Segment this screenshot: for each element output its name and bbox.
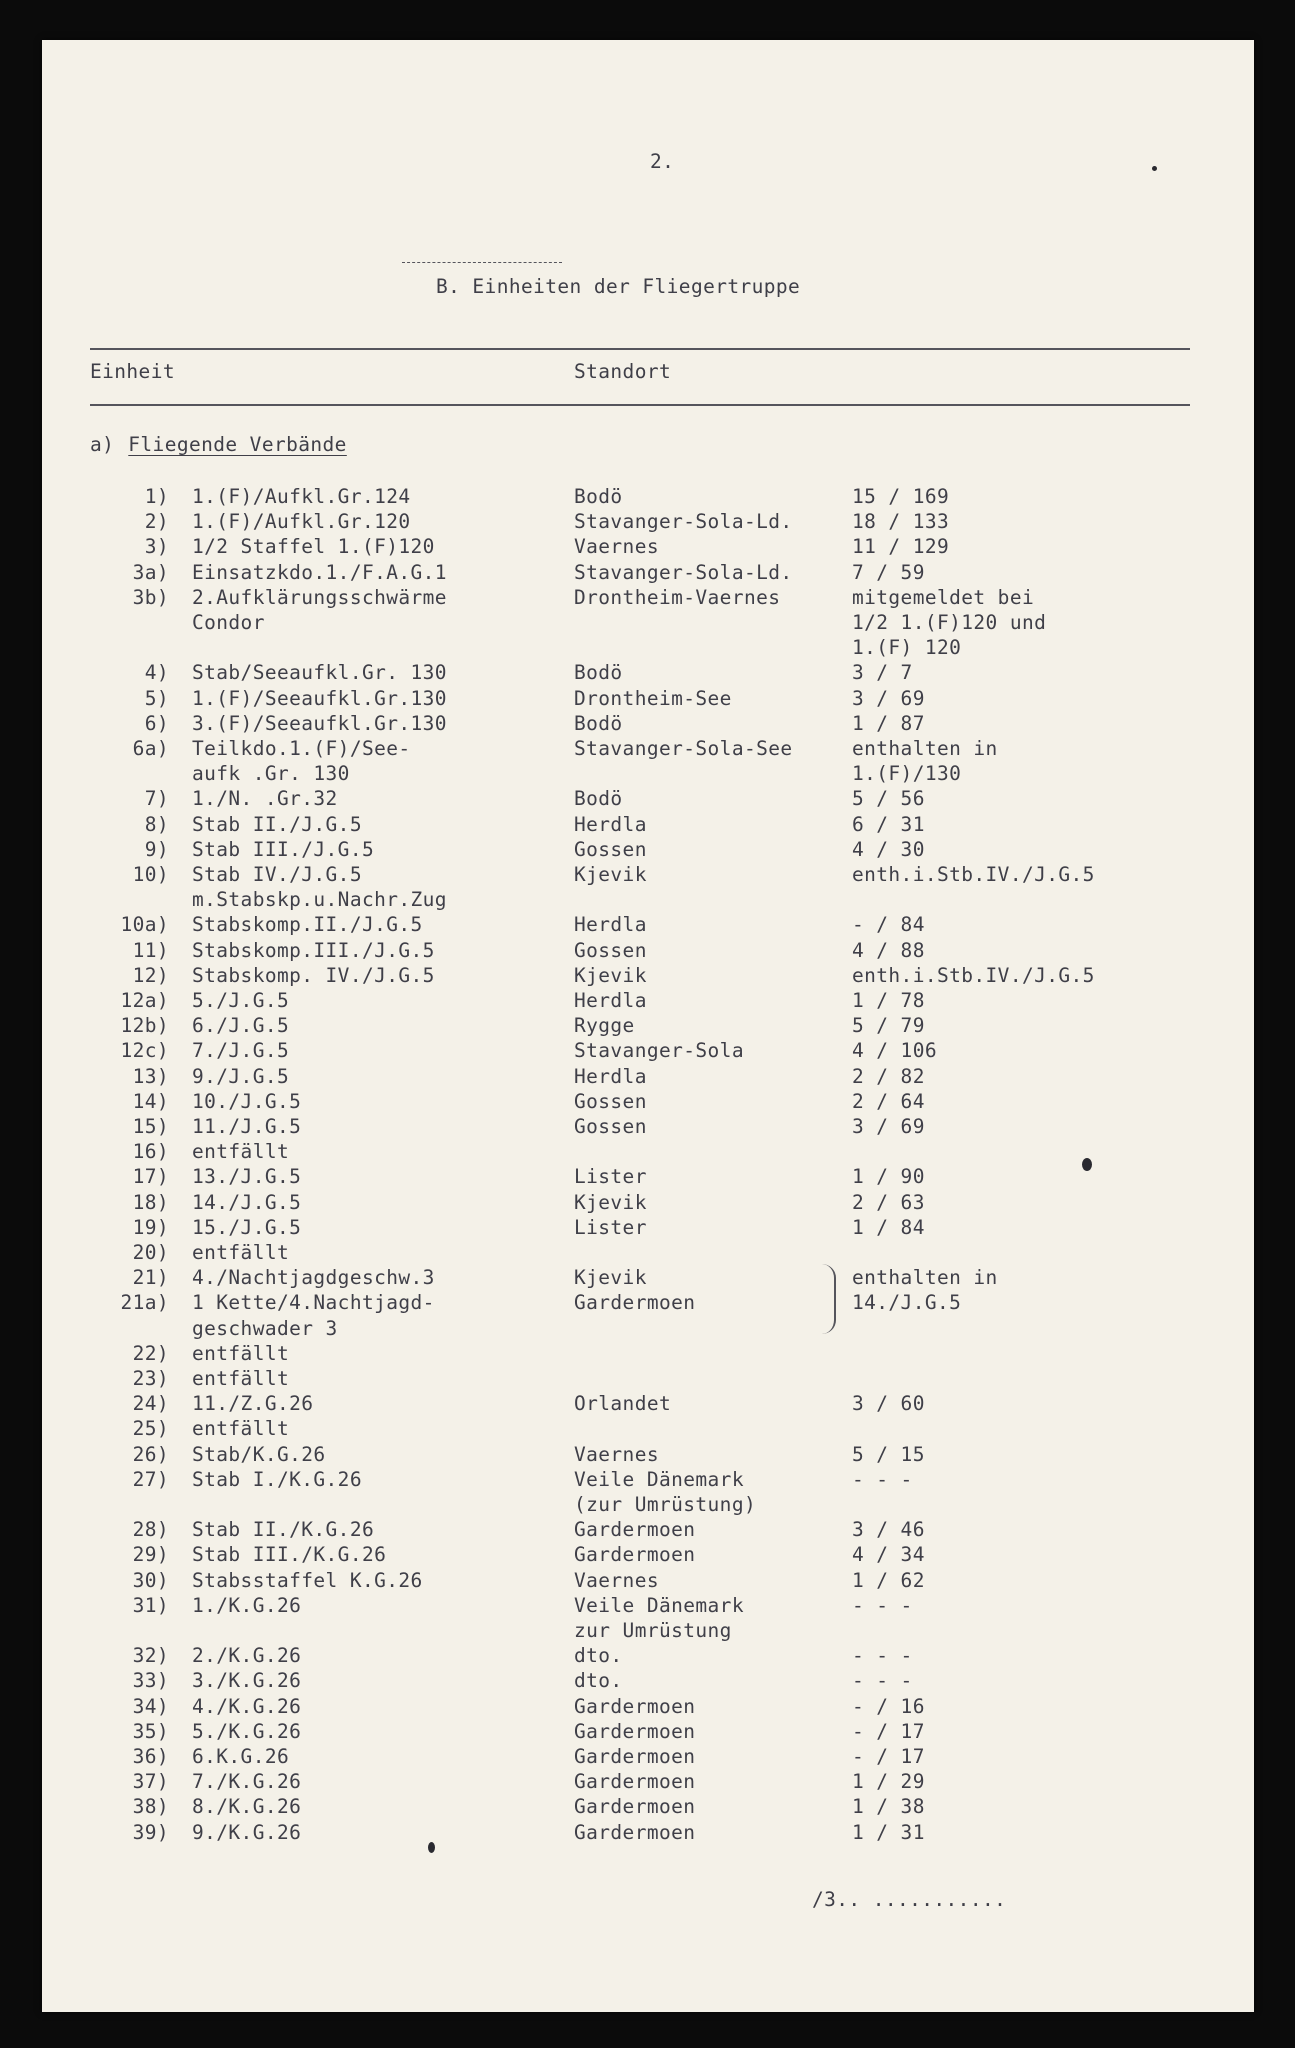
row-number: 17) [132, 1165, 169, 1189]
row-strength: 1.(F)/130 [852, 762, 962, 786]
row-number: 20) [132, 1241, 169, 1264]
row-number: 32) [132, 1644, 169, 1668]
row-unit: entfällt [192, 1140, 290, 1164]
row-number: 35) [132, 1719, 169, 1743]
row-unit: Stab III./J.G.5 [192, 837, 375, 861]
row-unit: 1.(F)/Aufkl.Gr.124 [192, 485, 411, 508]
row-strength: 5 / 56 [852, 787, 925, 811]
table-row [42, 813, 1254, 838]
header-rule-top [90, 348, 1190, 350]
table-row [42, 586, 1254, 611]
row-number: 23) [132, 1367, 169, 1390]
row-unit: 3.(F)/Seeaufkl.Gr.130 [192, 711, 447, 735]
row-number: 6) [144, 711, 169, 735]
row-location: Vaernes [574, 535, 659, 559]
row-strength: - - - [852, 1669, 913, 1693]
row-strength: enthalten in [852, 1266, 998, 1290]
row-location: Drontheim-See [574, 686, 732, 710]
row-location: Veile Dänemark [574, 1467, 744, 1491]
row-location: Drontheim-Vaernes [574, 585, 781, 609]
column-header-standort: Standort [574, 360, 672, 383]
row-unit: 8./K.G.26 [192, 1795, 302, 1819]
row-unit: Stab IV./J.G.5 [192, 863, 362, 886]
table-row [42, 863, 1254, 888]
table-row [42, 1821, 1254, 1846]
row-unit: Stab I./K.G.26 [192, 1467, 362, 1491]
row-unit: 11./Z.G.26 [192, 1392, 314, 1416]
row-number: 18) [132, 1190, 169, 1214]
table-row [42, 1140, 1254, 1165]
row-unit: 2./K.G.26 [192, 1644, 302, 1668]
table-row [42, 1644, 1254, 1669]
row-strength: 1 / 87 [852, 711, 925, 735]
row-unit: 1 Kette/4.Nachtjagd- [192, 1291, 435, 1315]
page-number: 2. [650, 150, 675, 173]
row-unit: Stab II./K.G.26 [192, 1518, 375, 1542]
row-location: Kjevik [574, 863, 647, 886]
row-unit: 1./K.G.26 [192, 1593, 302, 1617]
row-strength: - / 16 [852, 1694, 925, 1718]
header-rule-bottom [90, 404, 1190, 406]
row-strength: 2 / 64 [852, 1089, 925, 1113]
row-location: Veile Dänemark [574, 1593, 744, 1617]
ink-spot [428, 1842, 435, 1853]
row-number: 14) [132, 1089, 169, 1113]
row-number: 8) [144, 812, 169, 836]
table-row [42, 1669, 1254, 1694]
row-number: 12) [132, 963, 169, 987]
table-row [42, 1039, 1254, 1064]
row-number: 6a) [132, 737, 169, 760]
table-row [42, 535, 1254, 560]
row-strength: 4 / 30 [852, 837, 925, 861]
ink-spot [1082, 1158, 1092, 1171]
row-unit: 4./Nachtjagdgeschw.3 [192, 1266, 435, 1290]
table-row [42, 661, 1254, 686]
row-number: 27) [132, 1467, 169, 1491]
row-number: 24) [132, 1392, 169, 1416]
row-location: Herdla [574, 1064, 647, 1088]
table-row [42, 1216, 1254, 1241]
row-unit: entfällt [192, 1367, 290, 1390]
row-unit: 5./K.G.26 [192, 1719, 302, 1743]
table-row [42, 1720, 1254, 1745]
row-location: Kjevik [574, 963, 647, 987]
table-row [42, 989, 1254, 1014]
row-unit: 9./K.G.26 [192, 1820, 302, 1844]
row-number: 21a) [120, 1291, 169, 1315]
row-number: 7) [144, 787, 169, 811]
row-location: Herdla [574, 989, 647, 1012]
row-number: 3a) [132, 560, 169, 584]
row-strength: 3 / 69 [852, 1115, 925, 1138]
table-row [42, 762, 1254, 787]
row-location: Gossen [574, 837, 647, 861]
row-unit: Stab III./K.G.26 [192, 1543, 387, 1567]
row-strength: - - - [852, 1593, 913, 1617]
row-unit: geschwader 3 [192, 1316, 338, 1340]
column-header-einheit: Einheit [90, 360, 175, 383]
row-unit: entfällt [192, 1241, 290, 1264]
row-unit: 5./J.G.5 [192, 989, 290, 1012]
table-row [42, 737, 1254, 762]
row-strength: - / 84 [852, 913, 925, 937]
table-row [42, 1090, 1254, 1115]
row-location: Gossen [574, 938, 647, 962]
row-unit: Stabskomp.III./J.G.5 [192, 938, 435, 962]
table-row [42, 939, 1254, 964]
row-strength: 4 / 34 [852, 1543, 925, 1567]
row-unit: 1.(F)/Seeaufkl.Gr.130 [192, 686, 447, 710]
row-unit: Condor [192, 611, 265, 634]
table-row [42, 510, 1254, 535]
row-unit: 1.(F)/Aufkl.Gr.120 [192, 510, 411, 534]
row-location: Vaernes [574, 1442, 659, 1466]
row-unit: aufk .Gr. 130 [192, 762, 350, 786]
row-number: 29) [132, 1543, 169, 1567]
row-number: 21) [132, 1266, 169, 1290]
table-row [42, 787, 1254, 812]
row-unit: 6.K.G.26 [192, 1745, 290, 1768]
row-strength: 7 / 59 [852, 560, 925, 584]
row-unit: 1/2 Staffel 1.(F)120 [192, 535, 435, 559]
row-location: zur Umrüstung [574, 1619, 732, 1642]
table-row [42, 1443, 1254, 1468]
row-strength: - - - [852, 1467, 913, 1491]
row-strength: enth.i.Stb.IV./J.G.5 [852, 963, 1095, 987]
continuation-footer: /3.. ........... [812, 1888, 1007, 1911]
row-number: 25) [132, 1417, 169, 1441]
row-number: 1) [144, 485, 169, 508]
table-row [42, 1342, 1254, 1367]
table-row [42, 1569, 1254, 1594]
row-unit: 4./K.G.26 [192, 1694, 302, 1718]
table-row [42, 1745, 1254, 1770]
row-unit: Stab II./J.G.5 [192, 812, 362, 836]
table-row [42, 636, 1254, 661]
row-strength: 1/2 1.(F)120 und [852, 611, 1047, 634]
table-row [42, 913, 1254, 938]
row-strength: 5 / 15 [852, 1442, 925, 1466]
row-unit: 9./J.G.5 [192, 1064, 290, 1088]
table-row [42, 1493, 1254, 1518]
row-number: 15) [132, 1115, 169, 1138]
row-unit: entfällt [192, 1417, 290, 1441]
table-row [42, 485, 1254, 510]
row-number: 11) [132, 938, 169, 962]
row-strength: 3 / 69 [852, 686, 925, 710]
row-unit: m.Stabskp.u.Nachr.Zug [192, 888, 447, 912]
row-strength: 1 / 84 [852, 1215, 925, 1239]
row-unit: 3./K.G.26 [192, 1669, 302, 1693]
row-strength: 1 / 62 [852, 1568, 925, 1592]
row-unit: 7./J.G.5 [192, 1039, 290, 1063]
row-location: Bodö [574, 485, 623, 508]
row-number: 12c) [120, 1039, 169, 1063]
row-unit: 10./J.G.5 [192, 1089, 302, 1113]
row-number: 12b) [120, 1014, 169, 1038]
row-location: dto. [574, 1644, 623, 1668]
row-strength: 3 / 60 [852, 1392, 925, 1416]
row-unit: Stabskomp. IV./J.G.5 [192, 963, 435, 987]
row-unit: 7./K.G.26 [192, 1770, 302, 1794]
row-location: Lister [574, 1165, 647, 1189]
row-number: 10) [132, 863, 169, 886]
row-unit: 14./J.G.5 [192, 1190, 302, 1214]
table-row [42, 964, 1254, 989]
table-row [42, 1468, 1254, 1493]
group-marker: a) [90, 433, 115, 456]
row-strength: 3 / 7 [852, 661, 913, 685]
row-number: 33) [132, 1669, 169, 1693]
row-unit: Stab/K.G.26 [192, 1442, 326, 1466]
row-number: 16) [132, 1140, 169, 1164]
row-number: 5) [144, 686, 169, 710]
row-location: Gardermoen [574, 1543, 696, 1567]
document-page [42, 40, 1254, 2012]
row-location: Herdla [574, 812, 647, 836]
row-number: 2) [144, 510, 169, 534]
table-row [42, 838, 1254, 863]
group-label: Fliegende Verbände [128, 433, 347, 456]
table-row [42, 687, 1254, 712]
row-strength: 11 / 129 [852, 535, 950, 559]
row-number: 12a) [120, 989, 169, 1012]
row-location: dto. [574, 1669, 623, 1693]
row-number: 36) [132, 1745, 169, 1768]
row-strength: - / 17 [852, 1745, 925, 1768]
row-number: 28) [132, 1518, 169, 1542]
table-row [42, 611, 1254, 636]
row-number: 26) [132, 1442, 169, 1466]
table-row [42, 1417, 1254, 1442]
row-location: Kjevik [574, 1266, 647, 1290]
row-location: Rygge [574, 1014, 635, 1038]
row-strength: 4 / 106 [852, 1039, 937, 1063]
table-row [42, 1115, 1254, 1140]
row-location: Gardermoen [574, 1820, 696, 1844]
row-strength: - / 17 [852, 1719, 925, 1743]
row-location: Gardermoen [574, 1518, 696, 1542]
row-strength: 1.(F) 120 [852, 636, 962, 660]
row-location: Bodö [574, 787, 623, 811]
row-number: 39) [132, 1820, 169, 1844]
row-location: Gardermoen [574, 1745, 696, 1768]
table-row [42, 1065, 1254, 1090]
table-row [42, 1191, 1254, 1216]
row-strength: mitgemeldet bei [852, 585, 1035, 609]
row-unit: entfällt [192, 1341, 290, 1365]
row-number: 19) [132, 1215, 169, 1239]
row-location: Gossen [574, 1115, 647, 1138]
row-strength: enthalten in [852, 737, 998, 760]
table-row [42, 1392, 1254, 1417]
table-row [42, 1619, 1254, 1644]
row-location: Kjevik [574, 1190, 647, 1214]
row-number: 3b) [132, 585, 169, 609]
table-row [42, 712, 1254, 737]
row-strength: 1 / 29 [852, 1770, 925, 1794]
table-row [42, 888, 1254, 913]
row-location: Gossen [574, 1089, 647, 1113]
row-strength: 1 / 78 [852, 989, 925, 1012]
row-location: Lister [574, 1215, 647, 1239]
table-row [42, 1241, 1254, 1266]
row-location: Gardermoen [574, 1694, 696, 1718]
row-strength: 2 / 63 [852, 1190, 925, 1214]
row-location: Bodö [574, 661, 623, 685]
row-number: 37) [132, 1770, 169, 1794]
row-unit: 6./J.G.5 [192, 1014, 290, 1038]
row-location: Herdla [574, 913, 647, 937]
row-unit: 15./J.G.5 [192, 1215, 302, 1239]
row-strength: 15 / 169 [852, 485, 950, 508]
ink-spot [1152, 166, 1157, 171]
group-heading [90, 433, 347, 456]
row-location: Gardermoen [574, 1291, 696, 1315]
section-title: B. Einheiten der Fliegertruppe [436, 275, 801, 298]
table-row [42, 1518, 1254, 1543]
table-row [42, 1014, 1254, 1039]
table-row [42, 1770, 1254, 1795]
row-number: 10a) [120, 913, 169, 937]
row-location: Vaernes [574, 1568, 659, 1592]
row-location: (zur Umrüstung) [574, 1493, 757, 1516]
bracket [822, 1264, 836, 1334]
row-number: 3) [144, 535, 169, 559]
row-number: 9) [144, 837, 169, 861]
table-row [42, 1695, 1254, 1720]
row-unit: Stabsstaffel K.G.26 [192, 1568, 423, 1592]
row-location: Orlandet [574, 1392, 672, 1416]
table-row [42, 1594, 1254, 1619]
row-location: Gardermoen [574, 1795, 696, 1819]
row-strength: 2 / 82 [852, 1064, 925, 1088]
row-unit: 11./J.G.5 [192, 1115, 302, 1138]
row-location: Stavanger-Sola-See [574, 737, 793, 760]
row-location: Stavanger-Sola-Ld. [574, 560, 793, 584]
table-row [42, 1266, 1254, 1291]
row-number: 30) [132, 1568, 169, 1592]
table-row [42, 1165, 1254, 1190]
row-unit: Teilkdo.1.(F)/See- [192, 737, 411, 760]
row-number: 31) [132, 1593, 169, 1617]
table-row [42, 1367, 1254, 1392]
row-number: 38) [132, 1795, 169, 1819]
table-row [42, 1543, 1254, 1568]
row-unit: Stab/Seeaufkl.Gr. 130 [192, 661, 447, 685]
row-unit: Stabskomp.II./J.G.5 [192, 913, 423, 937]
row-number: 34) [132, 1694, 169, 1718]
row-strength: 18 / 133 [852, 510, 950, 534]
row-number: 22) [132, 1341, 169, 1365]
table-row [42, 1317, 1254, 1342]
table-row [42, 1795, 1254, 1820]
row-strength: 1 / 31 [852, 1820, 925, 1844]
row-strength: enth.i.Stb.IV./J.G.5 [852, 863, 1095, 886]
row-strength: 3 / 46 [852, 1518, 925, 1542]
row-location: Gardermoen [574, 1770, 696, 1794]
row-location: Stavanger-Sola [574, 1039, 744, 1063]
row-location: Bodö [574, 711, 623, 735]
table-row [42, 1291, 1254, 1316]
row-strength: 1 / 38 [852, 1795, 925, 1819]
title-overline [402, 262, 562, 263]
row-unit: 13./J.G.5 [192, 1165, 302, 1189]
row-unit: 2.Aufklärungsschwärme [192, 585, 447, 609]
row-unit: Einsatzkdo.1./F.A.G.1 [192, 560, 447, 584]
row-number: 4) [144, 661, 169, 685]
row-strength: 6 / 31 [852, 812, 925, 836]
row-strength: 1 / 90 [852, 1165, 925, 1189]
row-strength: - - - [852, 1644, 913, 1668]
row-strength: 5 / 79 [852, 1014, 925, 1038]
row-unit: 1./N. .Gr.32 [192, 787, 338, 811]
row-number: 13) [132, 1064, 169, 1088]
table-row [42, 561, 1254, 586]
row-strength: 14./J.G.5 [852, 1291, 962, 1315]
row-location: Gardermoen [574, 1719, 696, 1743]
row-location: Stavanger-Sola-Ld. [574, 510, 793, 534]
row-strength: 4 / 88 [852, 938, 925, 962]
